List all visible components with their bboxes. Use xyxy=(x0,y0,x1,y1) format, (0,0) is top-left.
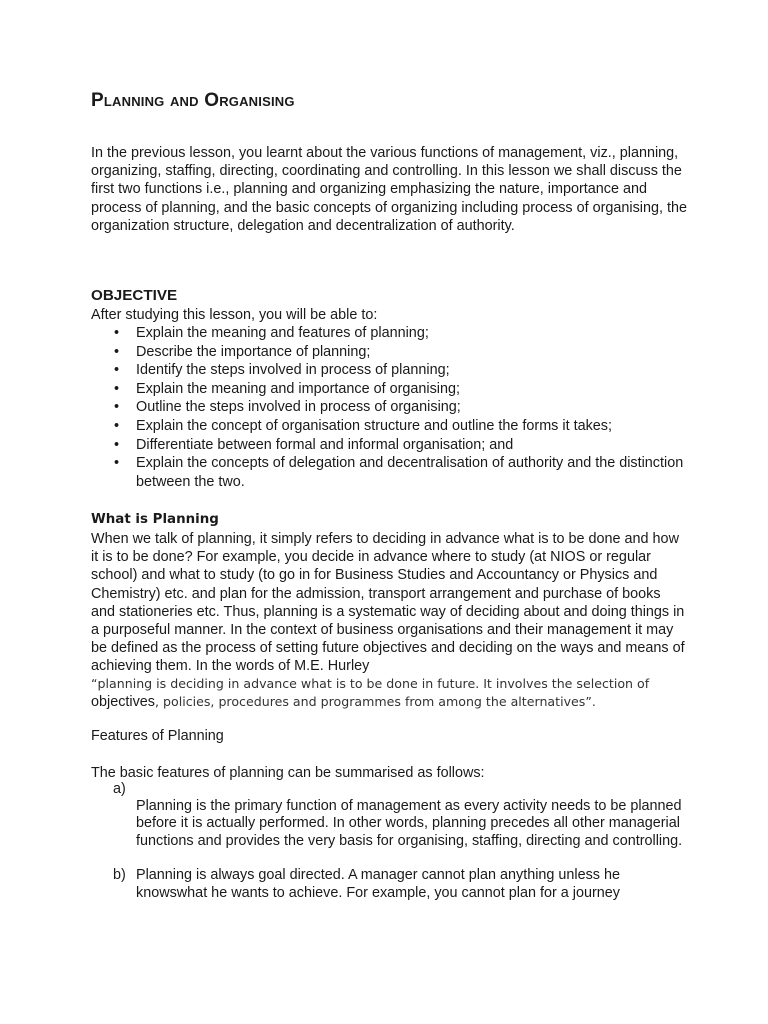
intro-paragraph: In the previous lesson, you learnt about the various functions of management, viz., planning, organizing, staffing, directing, coordinating and controlling. In this lesson we shall discuss the first two functions i.e., planning and organizing emphasizing the nature, importance and process of planning, and the basic concepts of organizing including process of organising, the organization structure, delegation and decentralization of authority. xyxy=(91,145,687,234)
what-is-planning-heading: What is Planning xyxy=(91,512,219,527)
feature-text: Planning is always goal directed. A manager cannot plan anything unless he knowswhat he wants to achieve. For example, you cannot plan for a journey xyxy=(136,867,621,901)
what-is-planning-body: When we talk of planning, it simply refers to deciding in advance what is to be done and how it is to be done? For example, you decide in advance where to study (at NIOS or regular school) and what to study (to go in for Business Studies and Accountancy or Physics and Chemistry) etc. and plan for the admission, transport arrangement and purchase of books and stationeries etc. Thus, planning is a systematic way of deciding about and doing things in a purposeful manner. In the context of business organisations and their management it may be defined as the process of setting future objectives and deciding on the ways and means of achieving them. In the words of M.E. Hurley xyxy=(91,531,685,675)
feature-item xyxy=(91,781,688,850)
quote-objectives-word: objectives xyxy=(91,694,155,710)
objective-item: • Differentiate between formal and informal organisation; and xyxy=(91,436,688,455)
features-heading: Features of Planning xyxy=(91,728,224,744)
features-lead: The basic features of planning can be summarised as follows: xyxy=(91,765,485,781)
feature-text: Planning is the primary function of management as every activity needs to be planned before it is actually performed. In other words, planning precedes all other managerial functions and provides the very basis for organising, staffing, directing and controlling. xyxy=(136,798,683,849)
feature-marker: b) xyxy=(113,867,126,884)
objective-lead: After studying this lesson, you will be able to: xyxy=(91,307,378,323)
page-title: Planning and Organising xyxy=(91,90,295,111)
objective-item: • Identify the steps involved in process of planning; xyxy=(91,361,688,380)
objective-item: • Outline the steps involved in process of organising; xyxy=(91,398,688,417)
feature-item xyxy=(91,867,688,902)
objective-heading: OBJECTIVE xyxy=(91,287,178,304)
objective-item: • Explain the meaning and features of planning; xyxy=(91,324,688,343)
quote-line-2-rest: , policies, procedures and programmes from among the alternatives”. xyxy=(155,694,596,709)
objective-list xyxy=(91,324,688,491)
objective-item: • Explain the concept of organisation structure and outline the forms it takes; xyxy=(91,417,688,436)
hurley-quote-line-2 xyxy=(91,693,688,711)
objective-item: • Describe the importance of planning; xyxy=(91,343,688,362)
feature-marker: a) xyxy=(113,781,126,797)
hurley-quote-line-1: “planning is deciding in advance what is to be done in future. It involves the selection of xyxy=(91,676,650,691)
objective-item: • Explain the meaning and importance of organising; xyxy=(91,380,688,399)
objective-item: • Explain the concepts of delegation and decentralisation of authority and the distinction between the two. xyxy=(91,454,688,491)
features-list xyxy=(91,781,688,902)
